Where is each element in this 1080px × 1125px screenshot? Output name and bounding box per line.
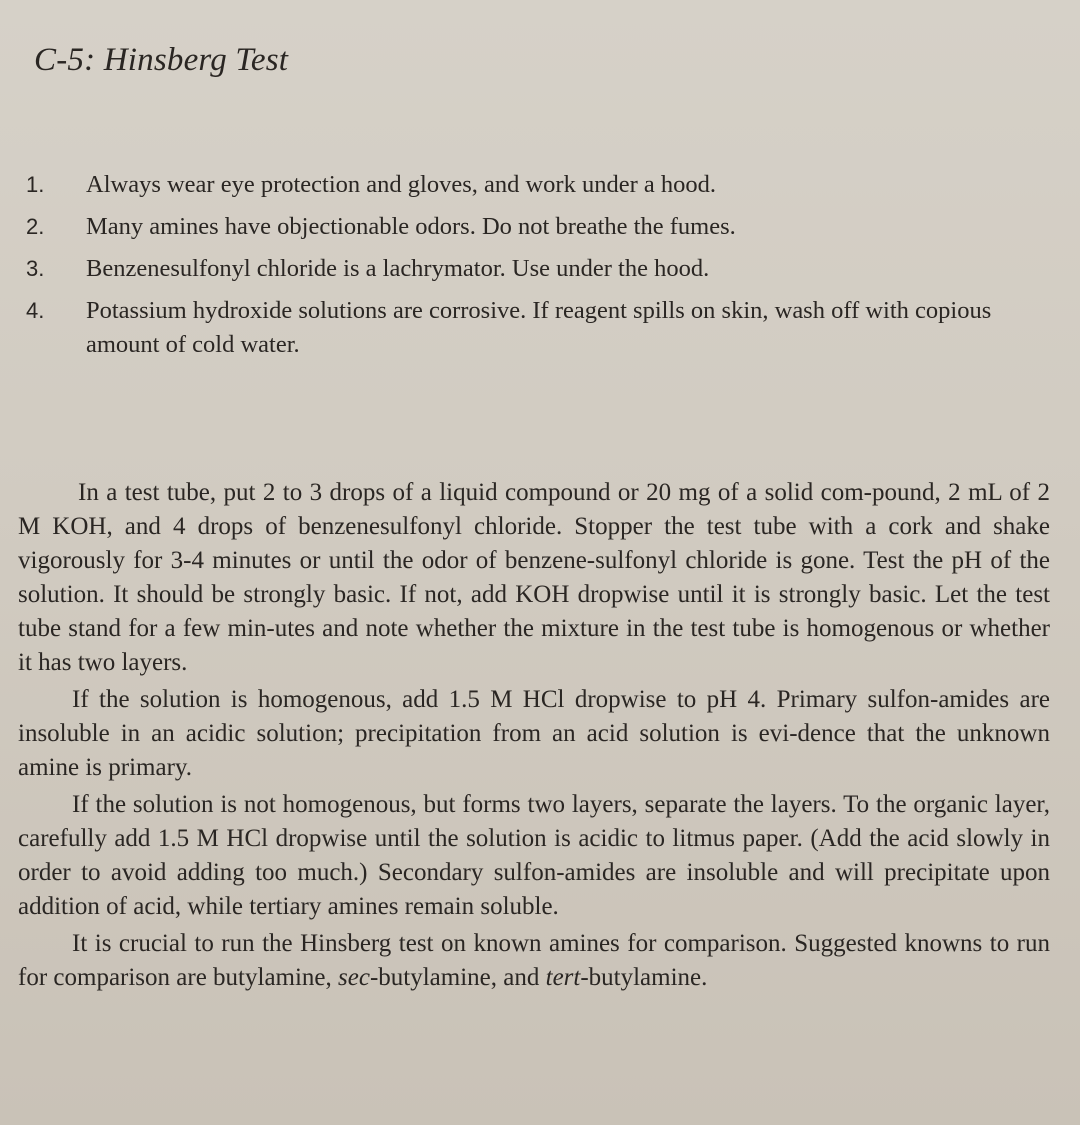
safety-note-text: Many amines have objectionable odors. Do not breathe the fumes.	[86, 213, 736, 240]
procedure-paragraph-1: In a test tube, put 2 to 3 drops of a liquid compound or 20 mg of a solid com-pound, 2 mL of 2 M KOH, and 4 drops of benzenesulfonyl chloride. Stopper the test tube with a cork and shake vigorously for 3-4 minutes or until the odor of benzene-sulfonyl chloride is gone. Test the pH of the solution. It should be strongly basic. If not, add KOH dropwise until it is strongly basic. Let the test tube stand for a few min-utes and note whether the mixture in the test tube is homogenous or whether it has two layers.	[18, 479, 1050, 676]
tert-prefix: tert	[545, 964, 581, 991]
safety-note-4	[26, 294, 1056, 362]
procedure-paragraph-4	[18, 927, 1050, 995]
safety-note-number: 4.	[26, 298, 45, 323]
paragraph-4-text-c: -butylamine.	[580, 964, 708, 991]
sec-prefix: sec	[338, 964, 370, 991]
procedure-paragraph-2: If the solution is homogenous, add 1.5 M HCl dropwise to pH 4. Primary sulfon-amides are insoluble in an acidic solution; precipitation from an acid solution is evi-dence that the unknown amine is primary.	[18, 686, 1050, 781]
safety-notes-list	[26, 168, 1056, 370]
safety-note-1	[26, 168, 1056, 202]
procedure-section	[18, 476, 1050, 998]
safety-note-number: 1.	[26, 172, 45, 197]
procedure-paragraph-3: If the solution is not homogenous, but forms two layers, separate the layers. To the organic layer, carefully add 1.5 M HCl dropwise until the solution is acidic to litmus paper. (Add the acid slowly in order to avoid adding too much.) Secondary sulfon-amides are insoluble and will precipitate upon addition of acid, while tertiary amines remain soluble.	[18, 791, 1050, 920]
safety-note-3	[26, 252, 1056, 286]
safety-note-number: 3.	[26, 256, 45, 281]
safety-note-text: Potassium hydroxide solutions are corrosive. If reagent spills on skin, wash off with copious amount of cold water.	[86, 297, 992, 358]
page-title: C-5: Hinsberg Test	[34, 42, 289, 78]
safety-note-text: Always wear eye protection and gloves, and work under a hood.	[86, 171, 717, 198]
safety-note-text: Benzenesulfonyl chloride is a lachrymator. Use under the hood.	[86, 255, 710, 282]
safety-note-2	[26, 210, 1056, 244]
paragraph-4-text-b: -butylamine, and	[369, 964, 546, 991]
safety-note-number: 2.	[26, 214, 45, 239]
paragraph-4-text-a: It is crucial to run the Hinsberg test on known amines for comparison. Suggested knowns to run for comparison are butylamine,	[18, 930, 1050, 991]
